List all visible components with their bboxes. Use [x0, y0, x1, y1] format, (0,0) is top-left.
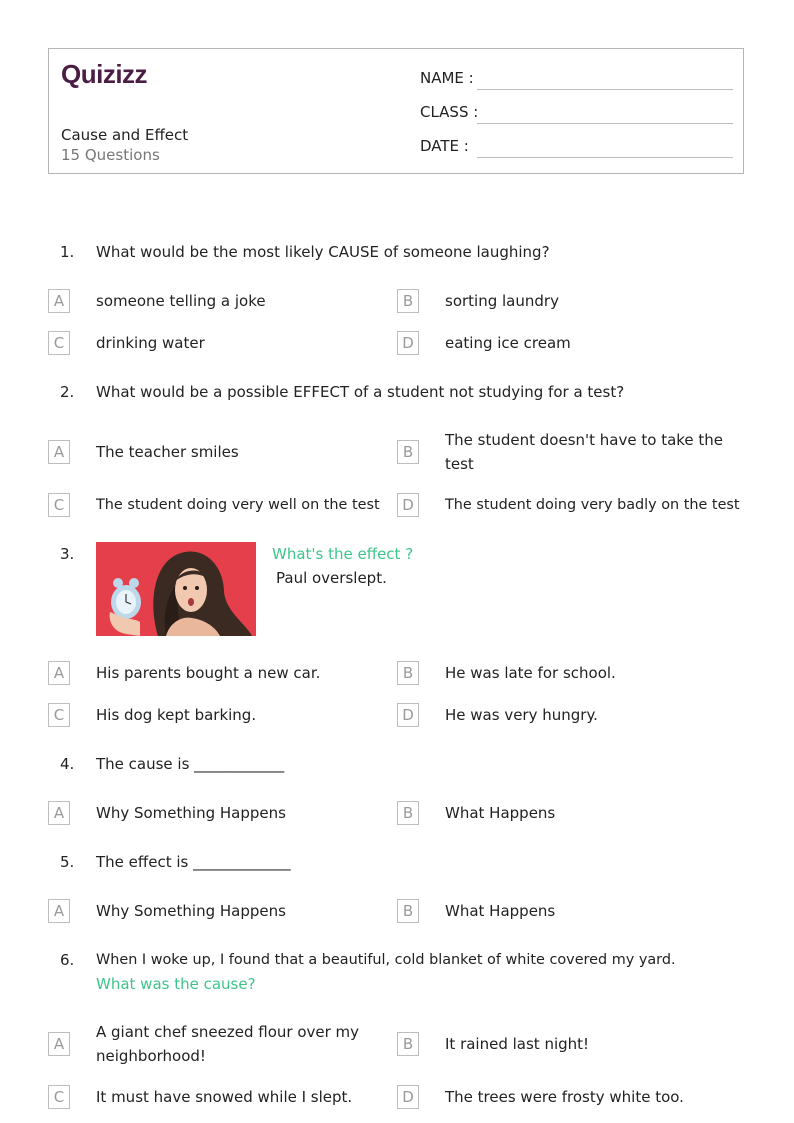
- option-letter[interactable]: D: [397, 331, 419, 355]
- option-text: He was very hungry.: [445, 706, 598, 724]
- name-line: [477, 89, 733, 90]
- name-label: NAME :: [420, 69, 474, 87]
- option-letter[interactable]: B: [397, 661, 419, 685]
- option-text: Why Something Happens: [96, 804, 286, 822]
- question-text: What would be a possible EFFECT of a student not studying for a test?: [96, 383, 625, 401]
- option-letter[interactable]: B: [397, 440, 419, 464]
- option-text: The student doing very well on the test: [96, 497, 380, 513]
- option-text: The trees were frosty white too.: [445, 1088, 684, 1106]
- worksheet-header: [48, 48, 744, 174]
- option-letter[interactable]: C: [48, 703, 70, 727]
- question-text: The effect is _____________: [96, 853, 291, 871]
- option-text: His dog kept barking.: [96, 706, 257, 724]
- option-text: What Happens: [445, 804, 556, 822]
- option-letter[interactable]: B: [397, 1032, 419, 1056]
- option-text: eating ice cream: [445, 334, 571, 352]
- worksheet-title: Cause and Effect: [61, 126, 189, 144]
- option-text: The student doing very badly on the test: [445, 497, 740, 513]
- option-letter[interactable]: C: [48, 493, 70, 517]
- option-text: sorting laundry: [445, 292, 559, 310]
- date-field[interactable]: [420, 134, 733, 158]
- option-letter[interactable]: D: [397, 493, 419, 517]
- question-text: What would be the most likely CAUSE of someone laughing?: [96, 243, 550, 261]
- class-line: [477, 123, 733, 124]
- question-prompt: What's the effect ?: [272, 545, 414, 563]
- question-text: Paul overslept.: [276, 569, 387, 587]
- option-text: The student doesn't have to take the test: [445, 431, 724, 473]
- option-letter[interactable]: D: [397, 1085, 419, 1109]
- option-letter[interactable]: A: [48, 289, 70, 313]
- question-number: 3.: [60, 545, 75, 563]
- class-field[interactable]: [420, 100, 733, 124]
- option-text: The teacher smiles: [96, 443, 239, 461]
- option-letter[interactable]: C: [48, 331, 70, 355]
- question-text: The cause is ____________: [96, 755, 285, 773]
- option-letter[interactable]: A: [48, 801, 70, 825]
- option-text: It rained last night!: [445, 1035, 590, 1053]
- option-letter[interactable]: A: [48, 1032, 70, 1056]
- option-letter[interactable]: A: [48, 899, 70, 923]
- option-letter[interactable]: B: [397, 289, 419, 313]
- name-field[interactable]: [420, 66, 733, 90]
- question-number: 4.: [60, 755, 75, 773]
- option-letter[interactable]: C: [48, 1085, 70, 1109]
- class-label: CLASS :: [420, 103, 479, 121]
- option-text: It must have snowed while I slept.: [96, 1088, 353, 1106]
- question-number: 1.: [60, 243, 75, 261]
- option-text: A giant chef sneezed flour over my neighborhood!: [96, 1023, 360, 1065]
- option-text: someone telling a joke: [96, 292, 266, 310]
- question-number: 2.: [60, 383, 75, 401]
- option-letter[interactable]: D: [397, 703, 419, 727]
- option-text: He was late for school.: [445, 664, 616, 682]
- option-text: Why Something Happens: [96, 902, 286, 920]
- option-letter[interactable]: A: [48, 661, 70, 685]
- question-count: 15 Questions: [61, 146, 160, 164]
- alarm-clock-photo: [96, 542, 256, 636]
- date-line: [477, 157, 733, 158]
- date-label: DATE :: [420, 137, 469, 155]
- question-number: 5.: [60, 853, 75, 871]
- option-text: His parents bought a new car.: [96, 664, 321, 682]
- option-text: drinking water: [96, 334, 205, 352]
- option-letter[interactable]: B: [397, 801, 419, 825]
- option-text: What Happens: [445, 902, 556, 920]
- option-letter[interactable]: B: [397, 899, 419, 923]
- photo-illustration: [96, 542, 256, 636]
- quizizz-logo: Quizizz: [61, 59, 148, 89]
- option-letter[interactable]: A: [48, 440, 70, 464]
- question-number: 6.: [60, 951, 75, 969]
- question-text: When I woke up, I found that a beautiful, cold blanket of white covered my yard.: [96, 952, 676, 968]
- question-subtext: What was the cause?: [96, 975, 256, 993]
